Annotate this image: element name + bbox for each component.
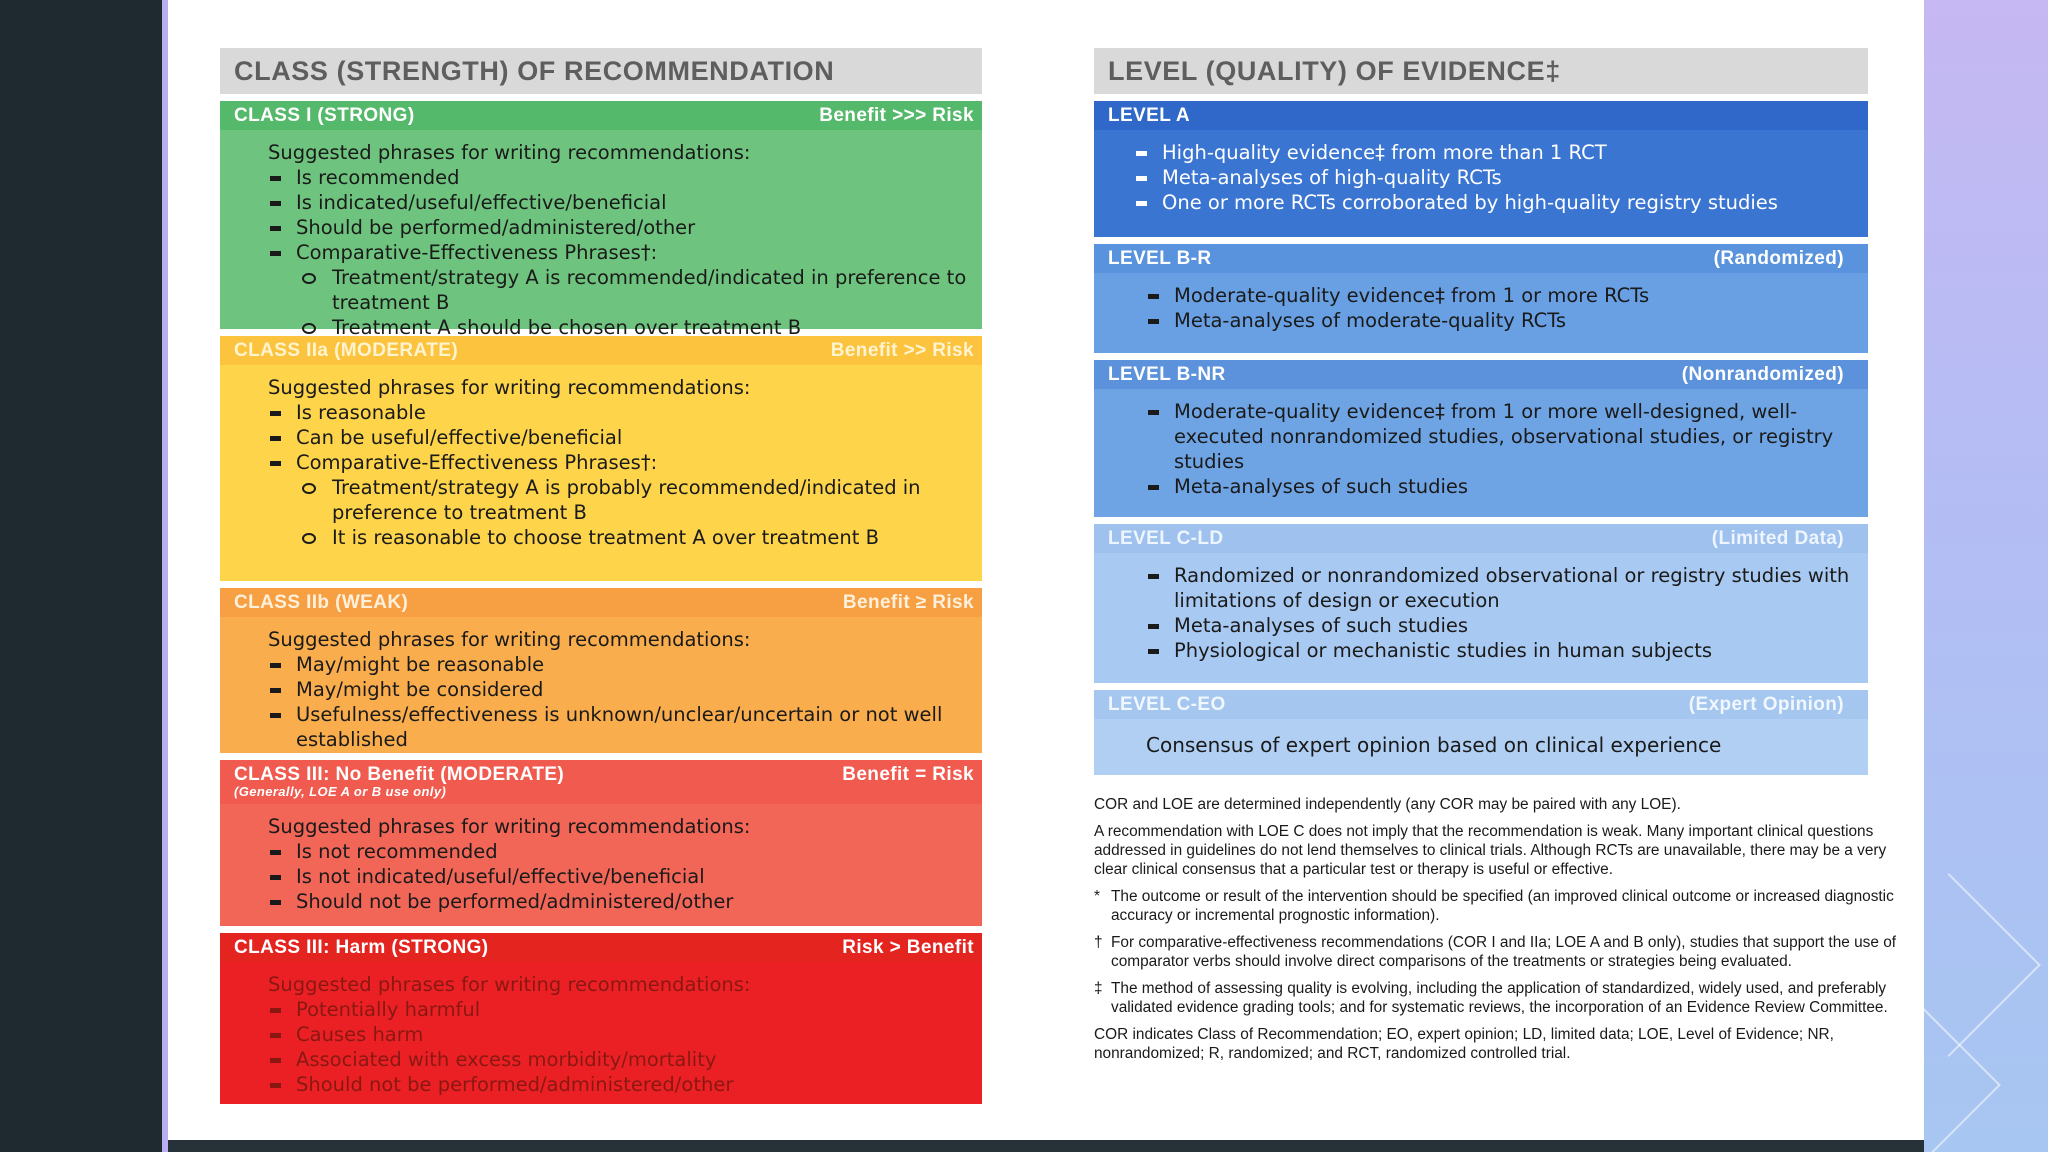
class-ratio: Benefit >>> Risk: [819, 104, 974, 126]
list-item: Usefulness/effectiveness is unknown/unclear/uncertain or not well established: [268, 702, 974, 752]
footnote-mark: ‡: [1094, 980, 1103, 997]
list-item: One or more RCTs corroborated by high-quality registry studies: [1134, 190, 1860, 215]
phrase-list: [268, 652, 974, 752]
level-a-block: [1094, 101, 1868, 237]
class-intro: Suggested phrases for writing recommendations:: [268, 141, 751, 164]
phrase-list: [268, 839, 974, 914]
sub-list-item: Treatment/strategy A is probably recommended/indicated in preference to treatment B: [298, 475, 974, 525]
class-band: [220, 588, 982, 617]
list-item: Associated with excess morbidity/mortality: [268, 1047, 974, 1072]
level-tag: (Randomized): [1713, 247, 1844, 269]
class-intro: Suggested phrases for writing recommendations:: [268, 376, 751, 399]
list-item: Is recommended: [268, 165, 974, 190]
guideline-table-image: [168, 0, 1924, 1140]
sub-list-item: Treatment A should be chosen over treatment B: [298, 315, 974, 340]
level-c-eo-block: [1094, 690, 1868, 775]
class-iii-no-benefit-block: [220, 760, 982, 926]
list-item: Moderate-quality evidence‡ from 1 or more RCTs: [1146, 283, 1860, 308]
class-name-group: [234, 764, 564, 799]
list-item: Is reasonable: [268, 400, 974, 425]
class-iia-block: [220, 336, 982, 581]
list-item: Is not indicated/useful/effective/beneficial: [268, 864, 974, 889]
list-item: Is not recommended: [268, 839, 974, 864]
phrase-list: [268, 400, 974, 550]
class-ratio: Benefit = Risk: [842, 764, 974, 785]
slide-bottom-strip: [168, 1140, 1924, 1152]
footnote-mark: †: [1094, 934, 1103, 951]
level-band: [1094, 690, 1868, 719]
phrase-list: [268, 997, 974, 1097]
class-intro: Suggested phrases for writing recommendations:: [268, 973, 751, 996]
level-name: LEVEL C-LD: [1108, 527, 1224, 549]
class-band: [220, 101, 982, 130]
level-band: [1094, 524, 1868, 553]
list-item: May/might be considered: [268, 677, 974, 702]
note-loe-c: A recommendation with LOE C does not imply that the recommendation is weak. Many important clinical questions addressed in guidelines do not lend themselves to clinical trials. Although RCTs are unavailable, there may be a very clear clinical consensus that a particular test or therapy is useful or effective.: [1094, 823, 1887, 878]
class-ratio: Risk > Benefit: [842, 936, 974, 958]
level-tag: (Expert Opinion): [1688, 693, 1844, 715]
phrase-list: [268, 165, 974, 340]
class-body: [220, 617, 982, 753]
level-tag: (Nonrandomized): [1681, 363, 1844, 385]
level-c-ld-block: [1094, 524, 1868, 683]
class-body: [220, 962, 982, 1104]
list-item: Moderate-quality evidence‡ from 1 or more well-designed, well-executed nonrandomized studies, observational studies, or registry studies: [1146, 399, 1860, 474]
cor-heading: CLASS (STRENGTH) OF RECOMMENDATION: [220, 48, 982, 94]
level-body: [1094, 719, 1868, 775]
level-body: [1094, 389, 1868, 517]
class-ratio: Benefit ≥ Risk: [842, 591, 974, 613]
footnotes: [1094, 795, 1914, 1063]
class-body: [220, 365, 982, 581]
class-ratio: Benefit >> Risk: [830, 339, 974, 361]
level-body: [1094, 553, 1868, 683]
list-item: Meta-analyses of high-quality RCTs: [1134, 165, 1860, 190]
sub-phrase-list: [296, 475, 974, 550]
evidence-list: [1146, 283, 1860, 333]
class-name: CLASS IIb (WEAK): [234, 591, 409, 613]
sub-list-item: Treatment/strategy A is recommended/indicated in preference to treatment B: [298, 265, 974, 315]
list-item-label: Comparative-Effectiveness Phrases†:: [296, 241, 658, 264]
class-subnote: (Generally, LOE A or B use only): [234, 784, 447, 799]
list-item: Randomized or nonrandomized observational or registry studies with limitations of design or execution: [1146, 563, 1860, 613]
class-iii-harm-block: [220, 933, 982, 1104]
class-body: [220, 130, 982, 339]
loe-column: [1094, 48, 1897, 1071]
list-item: Should not be performed/administered/other: [268, 1072, 974, 1097]
class-band: [220, 933, 982, 962]
list-item: May/might be reasonable: [268, 652, 974, 677]
level-text: Consensus of expert opinion based on clinical experience: [1146, 733, 1722, 757]
list-item: Meta-analyses of such studies: [1146, 474, 1860, 499]
class-intro: Suggested phrases for writing recommendations:: [268, 628, 751, 651]
footnote-text: For comparative-effectiveness recommendations (COR I and IIa; LOE A and B only), studies that support the use of comparator verbs should involve direct comparisons of the treatments or strategies being evaluated.: [1111, 934, 1897, 970]
slide-right-decoration: [1924, 0, 2048, 1152]
list-item: Causes harm: [268, 1022, 974, 1047]
class-band: [220, 760, 982, 804]
evidence-list: [1146, 399, 1860, 499]
footnote-dagger: [1094, 933, 1914, 971]
list-item: [268, 240, 974, 340]
evidence-list: [1134, 140, 1860, 215]
class-name: CLASS III: No Benefit (MODERATE): [234, 764, 565, 785]
level-name: LEVEL C-EO: [1108, 693, 1226, 715]
list-item: Meta-analyses of such studies: [1146, 613, 1860, 638]
list-item: Should not be performed/administered/other: [268, 889, 974, 914]
class-body: [220, 804, 982, 926]
loe-heading: LEVEL (QUALITY) OF EVIDENCE‡: [1094, 48, 1868, 94]
list-item: Should be performed/administered/other: [268, 215, 974, 240]
class-iib-block: [220, 588, 982, 753]
level-tag: (Limited Data): [1711, 527, 1844, 549]
class-i-block: [220, 101, 982, 339]
sub-phrase-list: [296, 265, 974, 340]
level-band: [1094, 360, 1868, 389]
list-item: Potentially harmful: [268, 997, 974, 1022]
slide-left-bar: [0, 0, 162, 1152]
list-item: Physiological or mechanistic studies in human subjects: [1146, 638, 1860, 663]
cor-column: [220, 48, 982, 1104]
sub-list-item: It is reasonable to choose treatment A over treatment B: [298, 525, 974, 550]
level-band: [1094, 244, 1868, 273]
footnote-star: [1094, 887, 1914, 925]
list-item-label: Comparative-Effectiveness Phrases†:: [296, 451, 658, 474]
level-band: [1094, 101, 1868, 130]
level-body: [1094, 130, 1868, 237]
level-b-nr-block: [1094, 360, 1868, 517]
class-name: CLASS IIa (MODERATE): [234, 339, 459, 361]
list-item: Can be useful/effective/beneficial: [268, 425, 974, 450]
class-name: CLASS III: Harm (STRONG): [234, 936, 489, 958]
list-item: High-quality evidence‡ from more than 1 RCT: [1134, 140, 1860, 165]
footnote-double-dagger: [1094, 979, 1914, 1017]
level-name: LEVEL A: [1108, 104, 1190, 126]
list-item: [268, 450, 974, 550]
list-item: Meta-analyses of moderate-quality RCTs: [1146, 308, 1860, 333]
footnote-text: The method of assessing quality is evolving, including the application of standardized, widely used, and preferably validated evidence grading tools; and for systematic reviews, the incorporation of an Evidence Review Committee.: [1111, 980, 1888, 1016]
class-name: CLASS I (STRONG): [234, 104, 415, 126]
list-item: Is indicated/useful/effective/beneficial: [268, 190, 974, 215]
note-abbreviations: COR indicates Class of Recommendation; EO, expert opinion; LD, limited data; LOE, Level of Evidence; NR, nonrandomized; R, randomized; and RCT, randomized controlled trial.: [1094, 1026, 1834, 1062]
class-intro: Suggested phrases for writing recommendations:: [268, 815, 751, 838]
level-b-r-block: [1094, 244, 1868, 353]
footnote-mark: *: [1094, 888, 1100, 905]
level-name: LEVEL B-R: [1108, 247, 1212, 269]
note-independence: COR and LOE are determined independently (any COR may be paired with any LOE).: [1094, 796, 1681, 813]
class-band: [220, 336, 982, 365]
level-body: [1094, 273, 1868, 353]
evidence-list: [1146, 563, 1860, 663]
footnote-text: The outcome or result of the intervention should be specified (an improved clinical outcome or increased diagnostic accuracy or incremental prognostic information).: [1111, 888, 1894, 924]
level-name: LEVEL B-NR: [1108, 363, 1226, 385]
